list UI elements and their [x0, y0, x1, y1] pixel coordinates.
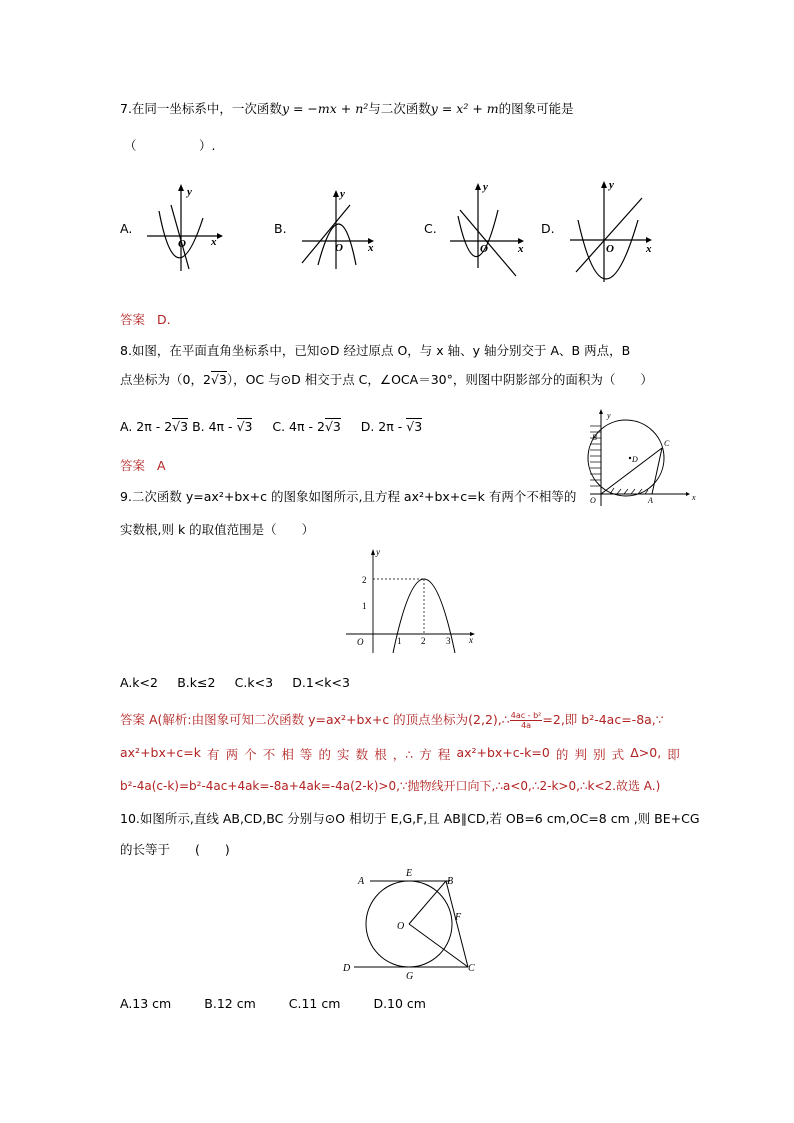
q10-option-a: A.13 cm — [120, 996, 172, 1011]
svg-text:2: 2 — [362, 575, 367, 585]
svg-text:O: O — [357, 637, 364, 647]
q9-option-a: A.k<2 — [120, 675, 158, 690]
svg-text:O: O — [178, 238, 186, 250]
q7-answer-paren: （ ）. — [124, 138, 216, 153]
q10-options — [120, 996, 426, 1011]
svg-text:x: x — [646, 243, 652, 255]
q7-option-c-label: C. — [424, 221, 437, 236]
svg-text:O: O — [480, 243, 488, 255]
q7-graph-b — [300, 183, 380, 273]
q9-options — [120, 675, 350, 690]
q7-option-d-label: D. — [541, 221, 555, 236]
q7-quadratic-formula: y = x² + m — [430, 101, 499, 116]
q9-figure — [340, 545, 480, 655]
svg-text:G: G — [406, 971, 414, 982]
q9-option-d: D.1<k<3 — [292, 675, 350, 690]
svg-text:A: A — [648, 496, 653, 505]
q7-option-b-label: B. — [274, 221, 287, 236]
svg-text:B: B — [592, 433, 597, 442]
svg-text:A: A — [358, 876, 365, 887]
q10-option-b: B.12 cm — [204, 996, 256, 1011]
svg-text:y: y — [609, 179, 614, 191]
svg-text:C: C — [468, 963, 475, 974]
q10-option-d: D.10 cm — [373, 996, 426, 1011]
q9-stem-line2: 实数根,则 k 的取值范围是（ ） — [120, 522, 315, 537]
q10-option-c: C.11 cm — [288, 996, 341, 1011]
svg-text:O: O — [590, 496, 596, 505]
svg-text:1: 1 — [362, 601, 367, 611]
q9-explanation-line2: ax²+bx+c=k 有 两 个 不 相 等 的 实 数 根 ，∴ 方 程 ax²+bx+c-k=0 的 判 别 式 Δ>0, 即 — [120, 745, 680, 762]
q10-stem-line1: 10.如图所示,直线 AB,CD,BC 分别与⊙O 相切于 E,G,F,且 AB∥CD,若 OB=6 cm,OC=8 cm ,则 BE+CG — [120, 811, 700, 826]
svg-text:y: y — [483, 181, 488, 193]
q7-graph-c — [448, 180, 528, 270]
q7-answer: 答案 D. — [120, 312, 171, 327]
svg-text:x: x — [211, 236, 217, 248]
q9-stem-line1: 9.二次函数 y=ax²+bx+c 的图象如图所示,且方程 ax²+bx+c=k 有两个不相等的 — [120, 489, 577, 504]
svg-text:O: O — [335, 242, 343, 254]
svg-text:E: E — [406, 868, 413, 879]
svg-text:1: 1 — [397, 636, 402, 646]
q8-answer: 答案 A — [120, 458, 166, 473]
svg-text:2: 2 — [421, 636, 426, 646]
q7-option-a-label: A. — [120, 221, 133, 236]
svg-text:O: O — [397, 921, 405, 932]
svg-text:B: B — [447, 876, 454, 887]
q10-stem-line2: 的长等于 ( ) — [120, 842, 230, 857]
q7-graph-a — [145, 183, 225, 273]
q8-stem-line1: 8.如图，在平面直角坐标系中，已知⊙D 经过原点 O，与 x 轴、y 轴分别交于 A、B 两点，B — [120, 343, 631, 358]
q7-linear-formula: y = −mx + n² — [281, 101, 369, 116]
svg-text:3: 3 — [446, 636, 451, 646]
q8-stem-line2: 点坐标为（0，2√3），OC 与⊙D 相交于点 C，∠OCA＝30°，则图中阴影部分的面积为（ ） — [120, 372, 653, 387]
svg-text:O: O — [606, 243, 614, 255]
svg-text:x: x — [692, 493, 696, 502]
svg-text:y: y — [340, 188, 345, 200]
svg-text:F: F — [455, 912, 462, 923]
svg-text:x: x — [368, 242, 374, 254]
svg-text:x: x — [518, 243, 524, 255]
svg-text:y: y — [376, 547, 380, 557]
q9-option-b: B.k≤2 — [177, 675, 216, 690]
q9-explanation-line3: b²-4a(c-k)=b²-4ac+4ak=-8a+4ak=-4a(2-k)>0,∵抛物线开口向下,∴a<0,∴2-k>0,∴k<2.故选 A.) — [120, 779, 661, 793]
q7-stem: 7.在同一坐标系中，一次函数y = −mx + n²与二次函数y = x² + m的图象可能是 — [120, 101, 574, 116]
svg-text:D: D — [343, 963, 351, 974]
q9-explanation-line1: 答案 A(解析:由图象可知二次函数 y=ax²+bx+c 的顶点坐标为(2,2),∴ $\frac{\text{4ac - b²}}{4a}$ =2,即 b²-4ac=-8a,∵ — [120, 711, 664, 730]
q8-options: A. 2π - 2√3 B. 4π - √3 C. 4π - 2√3 D. 2π - √3 — [120, 419, 423, 434]
svg-text:D: D — [632, 455, 638, 464]
q7-graph-d — [568, 178, 658, 288]
q8-figure — [590, 408, 700, 508]
svg-text:x: x — [469, 635, 473, 645]
q10-figure — [340, 865, 490, 980]
q9-option-c: C.k<3 — [234, 675, 274, 690]
svg-text:y: y — [607, 411, 611, 420]
svg-text:y: y — [187, 186, 192, 198]
svg-text:C: C — [664, 439, 670, 448]
